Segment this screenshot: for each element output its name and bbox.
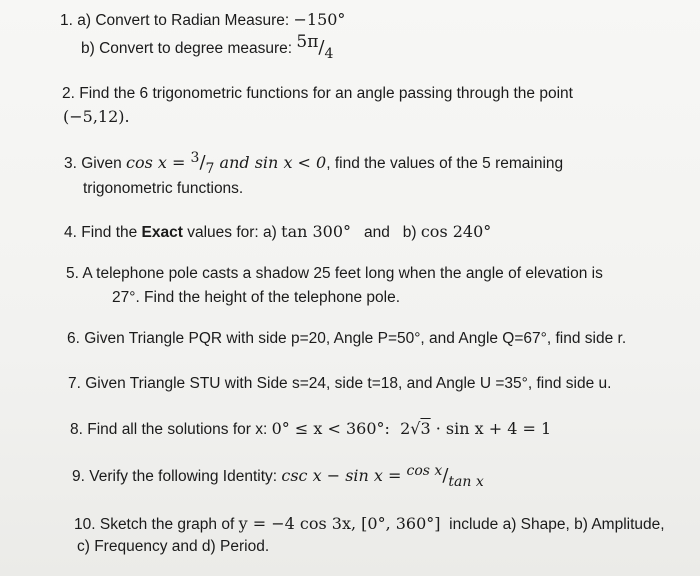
q3-suffix: , find the values of the 5 remaining: [326, 155, 564, 172]
q1b-numerator: 5π: [296, 32, 319, 52]
q10-suffix: include a) Shape, b) Amplitude,: [440, 516, 665, 533]
q4-bold: Exact: [141, 224, 183, 241]
q10-func: y = −4 cos 3x, [0°, 360°]: [238, 514, 441, 533]
question-1a: [60, 10, 345, 31]
question-10-line1: [74, 514, 665, 535]
q4-mid: values for: a): [182, 224, 282, 241]
question-3-line2: trigonometric functions.: [83, 180, 244, 197]
q9-denominator: tan x: [448, 474, 484, 490]
q3-numerator: 3: [190, 150, 200, 166]
q3-sin-expr: sin x < 0: [254, 153, 327, 172]
q8-colon: :: [384, 419, 401, 438]
q1b-label: b) Convert to degree measure:: [81, 40, 297, 57]
q4-and: and b): [351, 224, 421, 241]
q3-denominator: 7: [205, 161, 215, 177]
q9-prefix: 9. Verify the following Identity:: [72, 468, 282, 485]
question-8: [70, 419, 551, 440]
question-2-line1: 2. Find the 6 trigonometric functions for an angle passing through the point: [62, 85, 573, 102]
q9-numerator: cos x: [406, 463, 443, 479]
q1b-denominator: 4: [324, 46, 334, 62]
q1a-label: 1. a) Convert to Radian Measure:: [60, 12, 294, 29]
q9-slash: /: [442, 465, 449, 486]
question-5-line2: 27°. Find the height of the telephone pole.: [112, 289, 400, 306]
q1b-slash: /: [318, 37, 325, 58]
q3-and: and: [214, 153, 255, 172]
question-7: 7. Given Triangle STU with Side s=24, side t=18, and Angle U =35°, find side u.: [68, 375, 612, 392]
q3-cos-expr: cos x =: [126, 153, 191, 172]
question-10-line2: c) Frequency and d) Period.: [77, 538, 270, 555]
q4-prefix: 4. Find the: [64, 224, 142, 241]
q3-slash: /: [199, 152, 206, 173]
q8-eq-a: 2√: [400, 419, 421, 438]
q3-prefix: 3. Given: [64, 155, 127, 172]
question-6: 6. Given Triangle PQR with side p=20, Angle P=50°, and Angle Q=67°, find side r.: [67, 330, 627, 347]
q10-prefix: 10. Sketch the graph of: [74, 516, 239, 533]
q1a-value: −150°: [293, 10, 346, 29]
question-5-line1: 5. A telephone pole casts a shadow 25 feet long when the angle of elevation is: [66, 265, 603, 282]
q8-eq-sqrt: 3: [420, 419, 431, 438]
question-3-line1: [64, 150, 564, 177]
question-4: [64, 222, 491, 243]
question-9: [72, 463, 484, 490]
question-1b: [81, 32, 334, 62]
q9-lhs: csc x − sin x =: [281, 466, 407, 485]
q8-prefix: 8. Find all the solutions for x:: [70, 421, 272, 438]
q4-b-expr: cos 240°: [420, 222, 492, 241]
q8-eq-b: · sin x + 4 = 1: [430, 419, 552, 438]
q8-domain: 0° ≤ x < 360°: [271, 419, 385, 438]
question-2-line2: (−5,12).: [63, 107, 130, 126]
q4-a-expr: tan 300°: [281, 222, 352, 241]
